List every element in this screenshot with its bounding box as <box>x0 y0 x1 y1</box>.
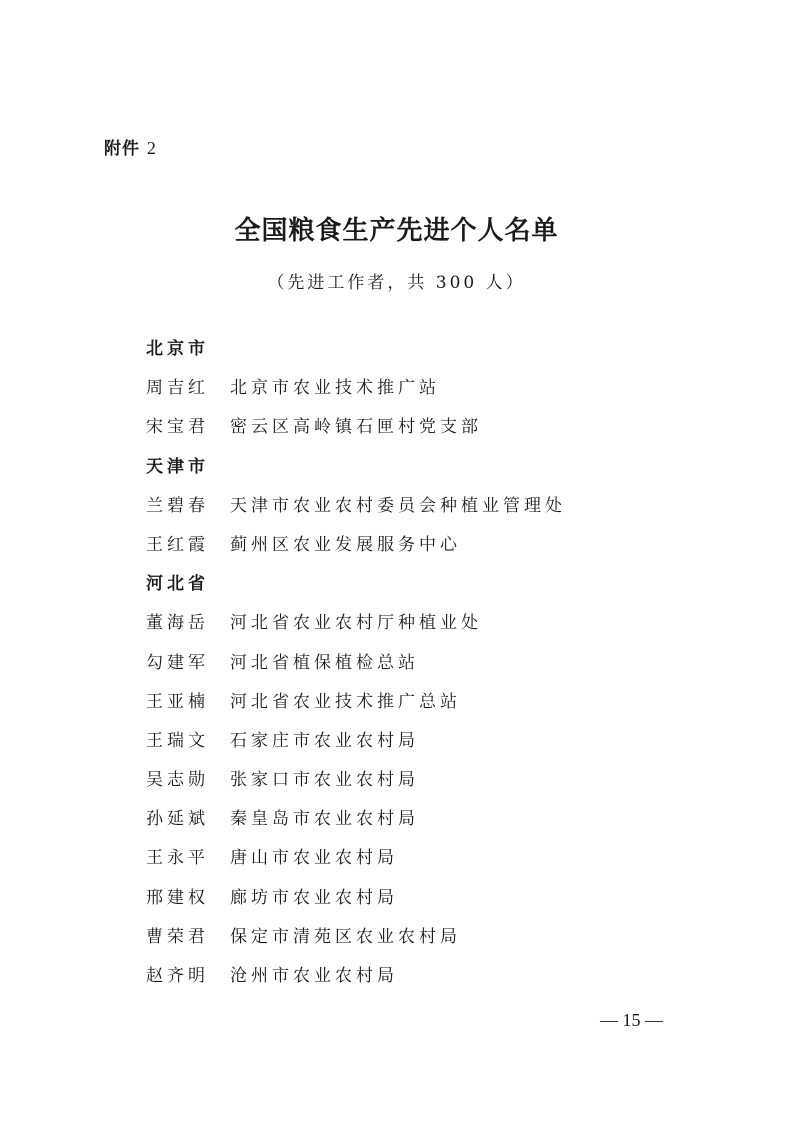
person-name: 王永平 <box>146 848 209 869</box>
attachment-text: 附件 <box>104 139 140 159</box>
person-org: 沧州市农业农村局 <box>230 966 398 986</box>
province-heading: 河北省 <box>146 574 209 595</box>
person-name: 邢建权 <box>146 887 209 908</box>
person-name: 周吉红 <box>146 378 209 399</box>
person-org: 河北省农业农村厅种植业处 <box>230 613 482 634</box>
list-item <box>146 487 706 526</box>
document-title: 全国粮食生产先进个人名单 <box>234 216 559 246</box>
person-name: 宋宝君 <box>146 417 209 438</box>
list-item <box>146 369 706 408</box>
person-org: 密云区高岭镇石匣村党支部 <box>230 417 482 438</box>
document-subtitle: （先进工作者，共 300 人） <box>267 273 526 293</box>
list-item <box>146 957 706 996</box>
list-item <box>146 408 706 447</box>
list-item <box>146 722 706 761</box>
person-org: 保定市清苑区农业农村局 <box>230 926 461 947</box>
person-org: 北京市农业技术推广站 <box>230 378 440 399</box>
list-item <box>146 761 706 800</box>
person-name: 王瑞文 <box>146 730 209 751</box>
person-name: 王亚楠 <box>146 691 209 712</box>
person-name: 曹荣君 <box>146 926 209 947</box>
person-name: 赵齐明 <box>146 966 209 986</box>
list-item <box>146 526 706 565</box>
list-item <box>146 879 706 918</box>
page-number: — 15 — <box>600 1010 663 1030</box>
person-org: 唐山市农业农村局 <box>230 848 398 869</box>
person-name: 勾建军 <box>146 652 209 673</box>
province-heading: 北京市 <box>146 339 209 359</box>
person-name: 吴志勋 <box>146 770 209 791</box>
province-heading: 天津市 <box>146 456 209 477</box>
person-org: 石家庄市农业农村局 <box>230 730 419 751</box>
person-org: 河北省农业技术推广总站 <box>230 691 461 712</box>
person-name: 兰碧春 <box>146 495 209 516</box>
person-name: 王红霞 <box>146 534 209 555</box>
person-org: 秦皇岛市农业农村局 <box>230 809 419 830</box>
person-name: 董海岳 <box>146 613 209 634</box>
person-org: 天津市农业农村委员会种植业管理处 <box>230 495 566 516</box>
person-org: 张家口市农业农村局 <box>230 770 419 791</box>
list-item <box>146 683 706 722</box>
honoree-list <box>146 330 706 996</box>
person-name: 孙延斌 <box>146 809 209 830</box>
attachment-label <box>104 134 157 159</box>
person-org: 河北省植保植检总站 <box>230 652 419 673</box>
person-org: 蓟州区农业发展服务中心 <box>230 534 461 555</box>
attachment-number: 2 <box>146 138 157 158</box>
list-item <box>146 604 706 643</box>
list-item <box>146 918 706 957</box>
person-org: 廊坊市农业农村局 <box>230 887 398 908</box>
list-item <box>146 800 706 839</box>
list-item <box>146 839 706 878</box>
list-item <box>146 644 706 683</box>
